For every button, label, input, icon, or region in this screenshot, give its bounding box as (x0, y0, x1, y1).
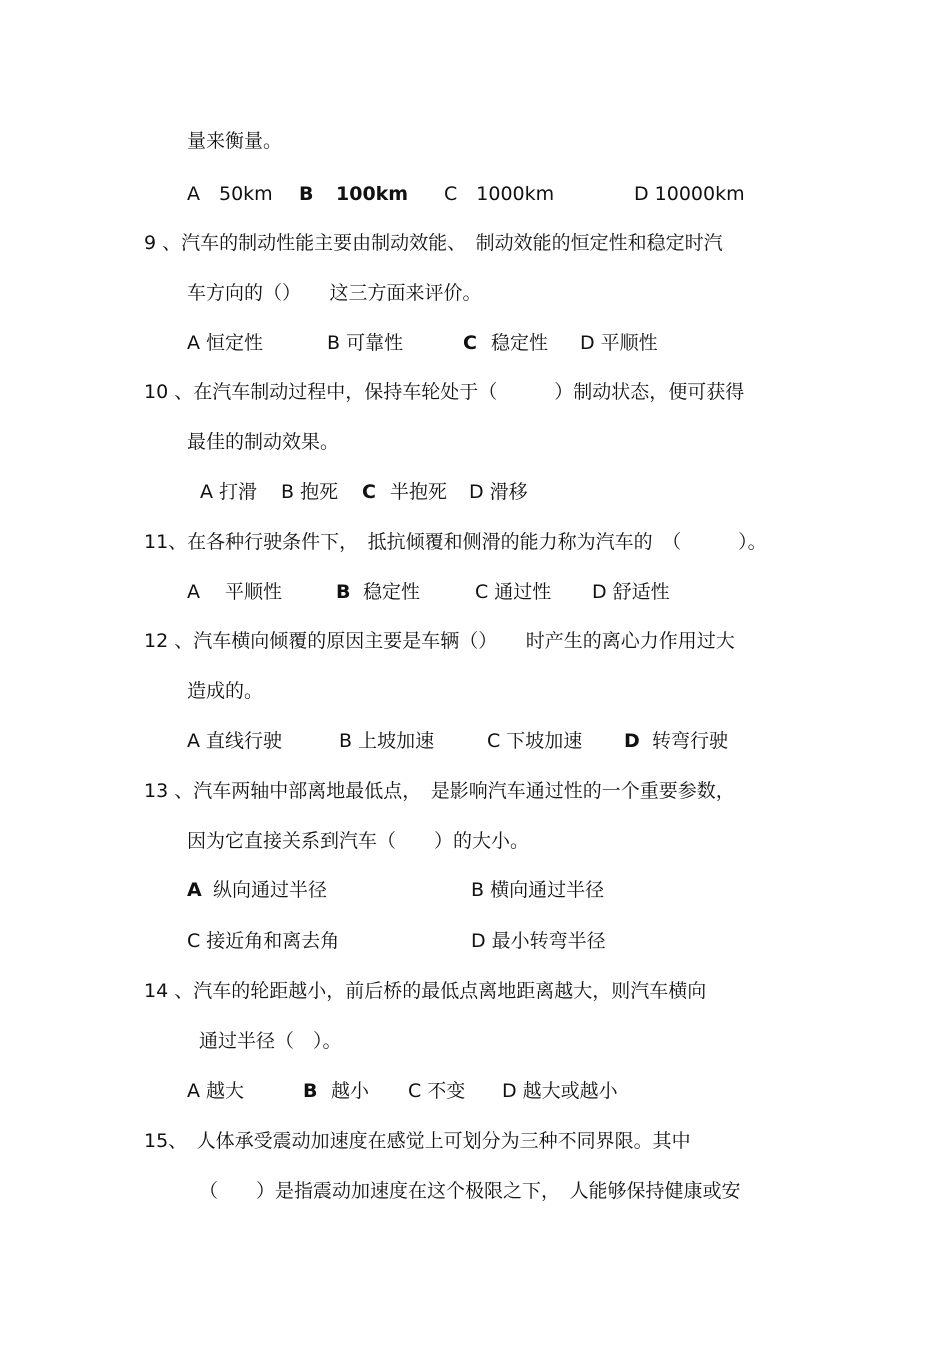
q14-option-d: D 越大或越小 (502, 1080, 618, 1102)
q9-stem-line1: 9 、汽车的制动性能主要由制动效能、 制动效能的恒定性和稳定时汽 (144, 232, 723, 254)
q13-option-a-text: 纵向通过半径 (213, 879, 328, 901)
q15-stem-line1: 15、 人体承受震动加速度在感觉上可划分为三种不同界限。其中 (144, 1130, 691, 1152)
q8-option-a: A 50km (187, 183, 273, 205)
q11-option-d: D 舒适性 (592, 581, 670, 603)
q13-stem-line1: 13 、汽车两轴中部离地最低点， 是影响汽车通过性的一个重要参数， (144, 780, 735, 802)
q9-option-b: B 可靠性 (327, 332, 404, 354)
q10-stem-line2: 最佳的制动效果。 (187, 431, 340, 453)
q11-stem-line1: 11、在各种行驶条件下， 抵抗倾覆和侧滑的能力称为汽车的 （ ）。 (144, 531, 767, 553)
q14-option-a: A 越大 (187, 1080, 245, 1102)
q12-option-d-text: 转弯行驶 (652, 730, 729, 752)
q11-option-b-text: 稳定性 (363, 581, 421, 603)
q14-option-b-text: 越小 (331, 1080, 370, 1102)
q8-continuation: 量来衡量。 (187, 130, 283, 152)
q13-option-d: D 最小转弯半径 (471, 930, 606, 952)
q11-option-c: C 通过性 (475, 581, 552, 603)
q10-option-c-text: 半抱死 (390, 481, 448, 503)
q12-option-b: B 上坡加速 (339, 730, 435, 752)
q13-option-c: C 接近角和离去角 (187, 930, 340, 952)
q11-option-a: A 平顺性 (187, 581, 283, 603)
q10-option-b: B 抱死 (281, 481, 339, 503)
q10-stem-line1: 10 、在汽车制动过程中，保持车轮处于（ ）制动状态，便可获得 (144, 381, 745, 403)
q12-option-a: A 直线行驶 (187, 730, 283, 752)
q11-option-b-letter: B (336, 581, 351, 603)
q14-stem-line2: 通过半径（ ）。 (199, 1030, 342, 1052)
q13-option-b: B 横向通过半径 (471, 879, 605, 901)
q12-stem-line1: 12 、汽车横向倾覆的原因主要是车辆（） 时产生的离心力作用过大 (144, 630, 735, 652)
q9-option-c-text: 稳定性 (491, 332, 549, 354)
q12-option-d-letter: D (624, 730, 640, 752)
q8-option-d: D 10000km (634, 183, 745, 205)
q12-stem-line2: 造成的。 (187, 680, 264, 702)
q9-option-c-letter: C (463, 332, 477, 354)
q8-option-b-letter: B (299, 183, 314, 205)
q10-option-a: A 打滑 (200, 481, 258, 503)
q8-option-c: C 1000km (444, 183, 555, 205)
q14-option-b-letter: B (303, 1080, 318, 1102)
q12-option-c: C 下坡加速 (487, 730, 583, 752)
q10-option-c-letter: C (362, 481, 376, 503)
q13-option-a-letter: A (187, 879, 202, 901)
q14-option-c: C 不变 (408, 1080, 466, 1102)
q14-stem-line1: 14 、汽车的轮距越小，前后桥的最低点离地距离越大，则汽车横向 (144, 980, 707, 1002)
q9-option-d: D 平顺性 (580, 332, 658, 354)
q9-option-a: A 恒定性 (187, 332, 264, 354)
q8-option-b-text: 100km (336, 183, 409, 205)
q9-stem-line2: 车方向的（） 这三方面来评价。 (187, 282, 482, 304)
q15-stem-line2: （ ）是指震动加速度在这个极限之下， 人能够保持健康或安 (199, 1180, 741, 1202)
q10-option-d: D 滑移 (469, 481, 528, 503)
q13-stem-line2: 因为它直接关系到汽车（ ）的大小。 (187, 830, 530, 852)
